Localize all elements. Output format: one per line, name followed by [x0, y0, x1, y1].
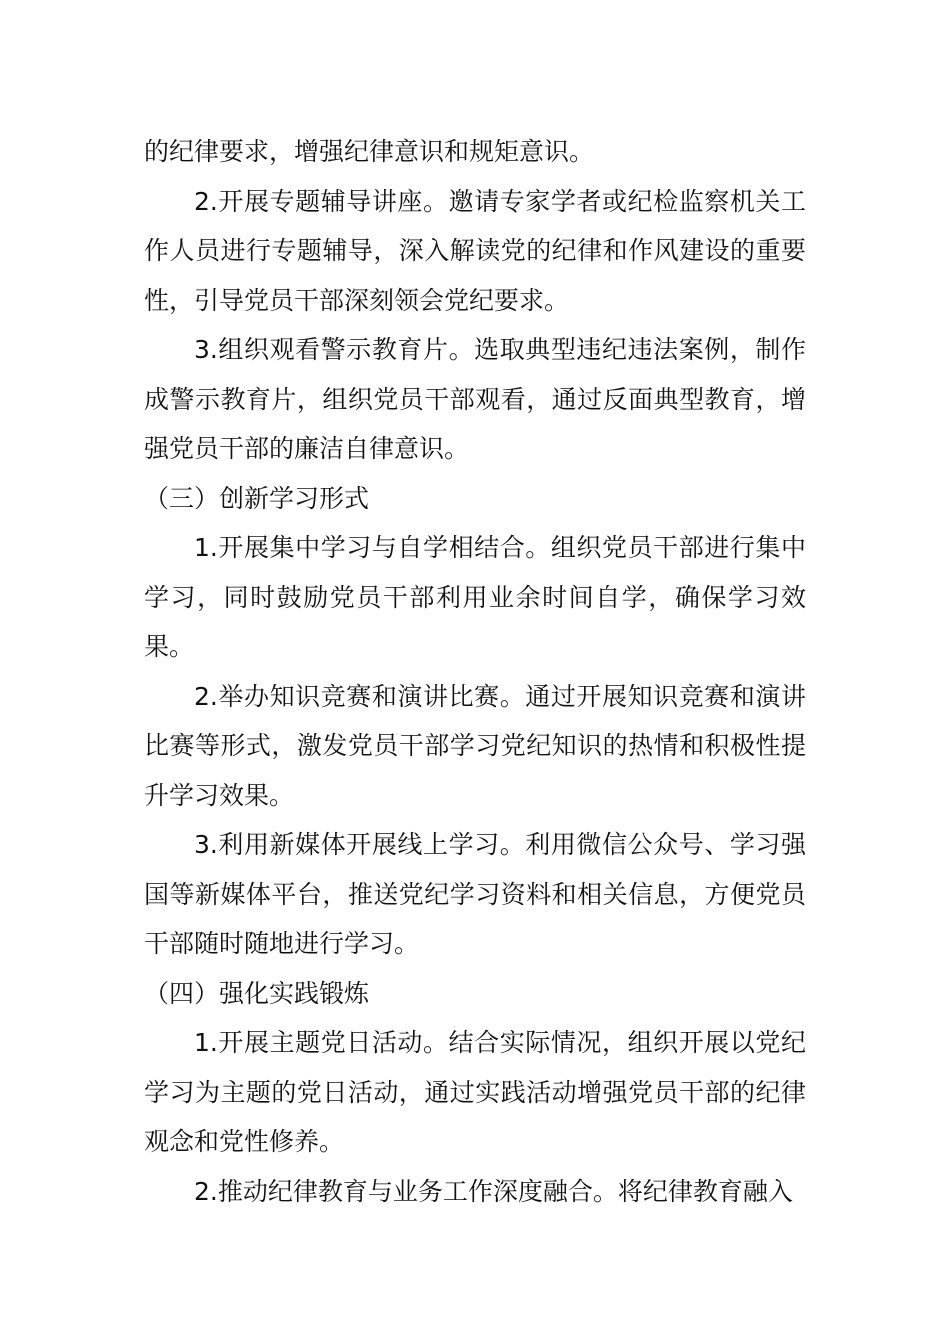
- paragraph-centralized-study: 1.开展集中学习与自学相结合。组织党员干部进行集中学习，同时鼓励党员干部利用业余时间自学，确保学习效果。: [144, 533, 806, 661]
- paragraph-integration: 2.推动纪律教育与业务工作深度融合。将纪律教育融入: [194, 1176, 793, 1206]
- paragraph-party-day: 1.开展主题党日活动。结合实际情况，组织开展以党纪学习为主题的党日活动，通过实践活动增强党员干部的纪律观念和党性修养。: [144, 1028, 806, 1156]
- paragraph-continuation: 的纪律要求，增强纪律意识和规矩意识。: [144, 137, 595, 166]
- paragraph-warning-film: 3.组织观看警示教育片。选取典型违纪违法案例，制作成警示教育片，组织党员干部观看，通过反面典型教育，增强党员干部的廉洁自律意识。: [144, 335, 806, 463]
- section-heading-3: （三）创新学习形式: [144, 483, 370, 513]
- paragraph-lecture: 2.开展专题辅导讲座。邀请专家学者或纪检监察机关工作人员进行专题辅导，深入解读党的纪律和作风建设的重要性，引导党员干部深刻领会党纪要求。: [144, 186, 806, 315]
- document-body: [144, 127, 806, 1216]
- paragraph-competition: 2.举办知识竞赛和演讲比赛。通过开展知识竞赛和演讲比赛等形式，激发党员干部学习党纪知识的热情和积极性提升学习效果。: [144, 681, 806, 810]
- paragraph-new-media: 3.利用新媒体开展线上学习。利用微信公众号、学习强国等新媒体平台，推送党纪学习资料和相关信息，方便党员干部随时随地进行学习。: [144, 830, 806, 958]
- section-heading-4: （四）强化实践锻炼: [144, 978, 370, 1008]
